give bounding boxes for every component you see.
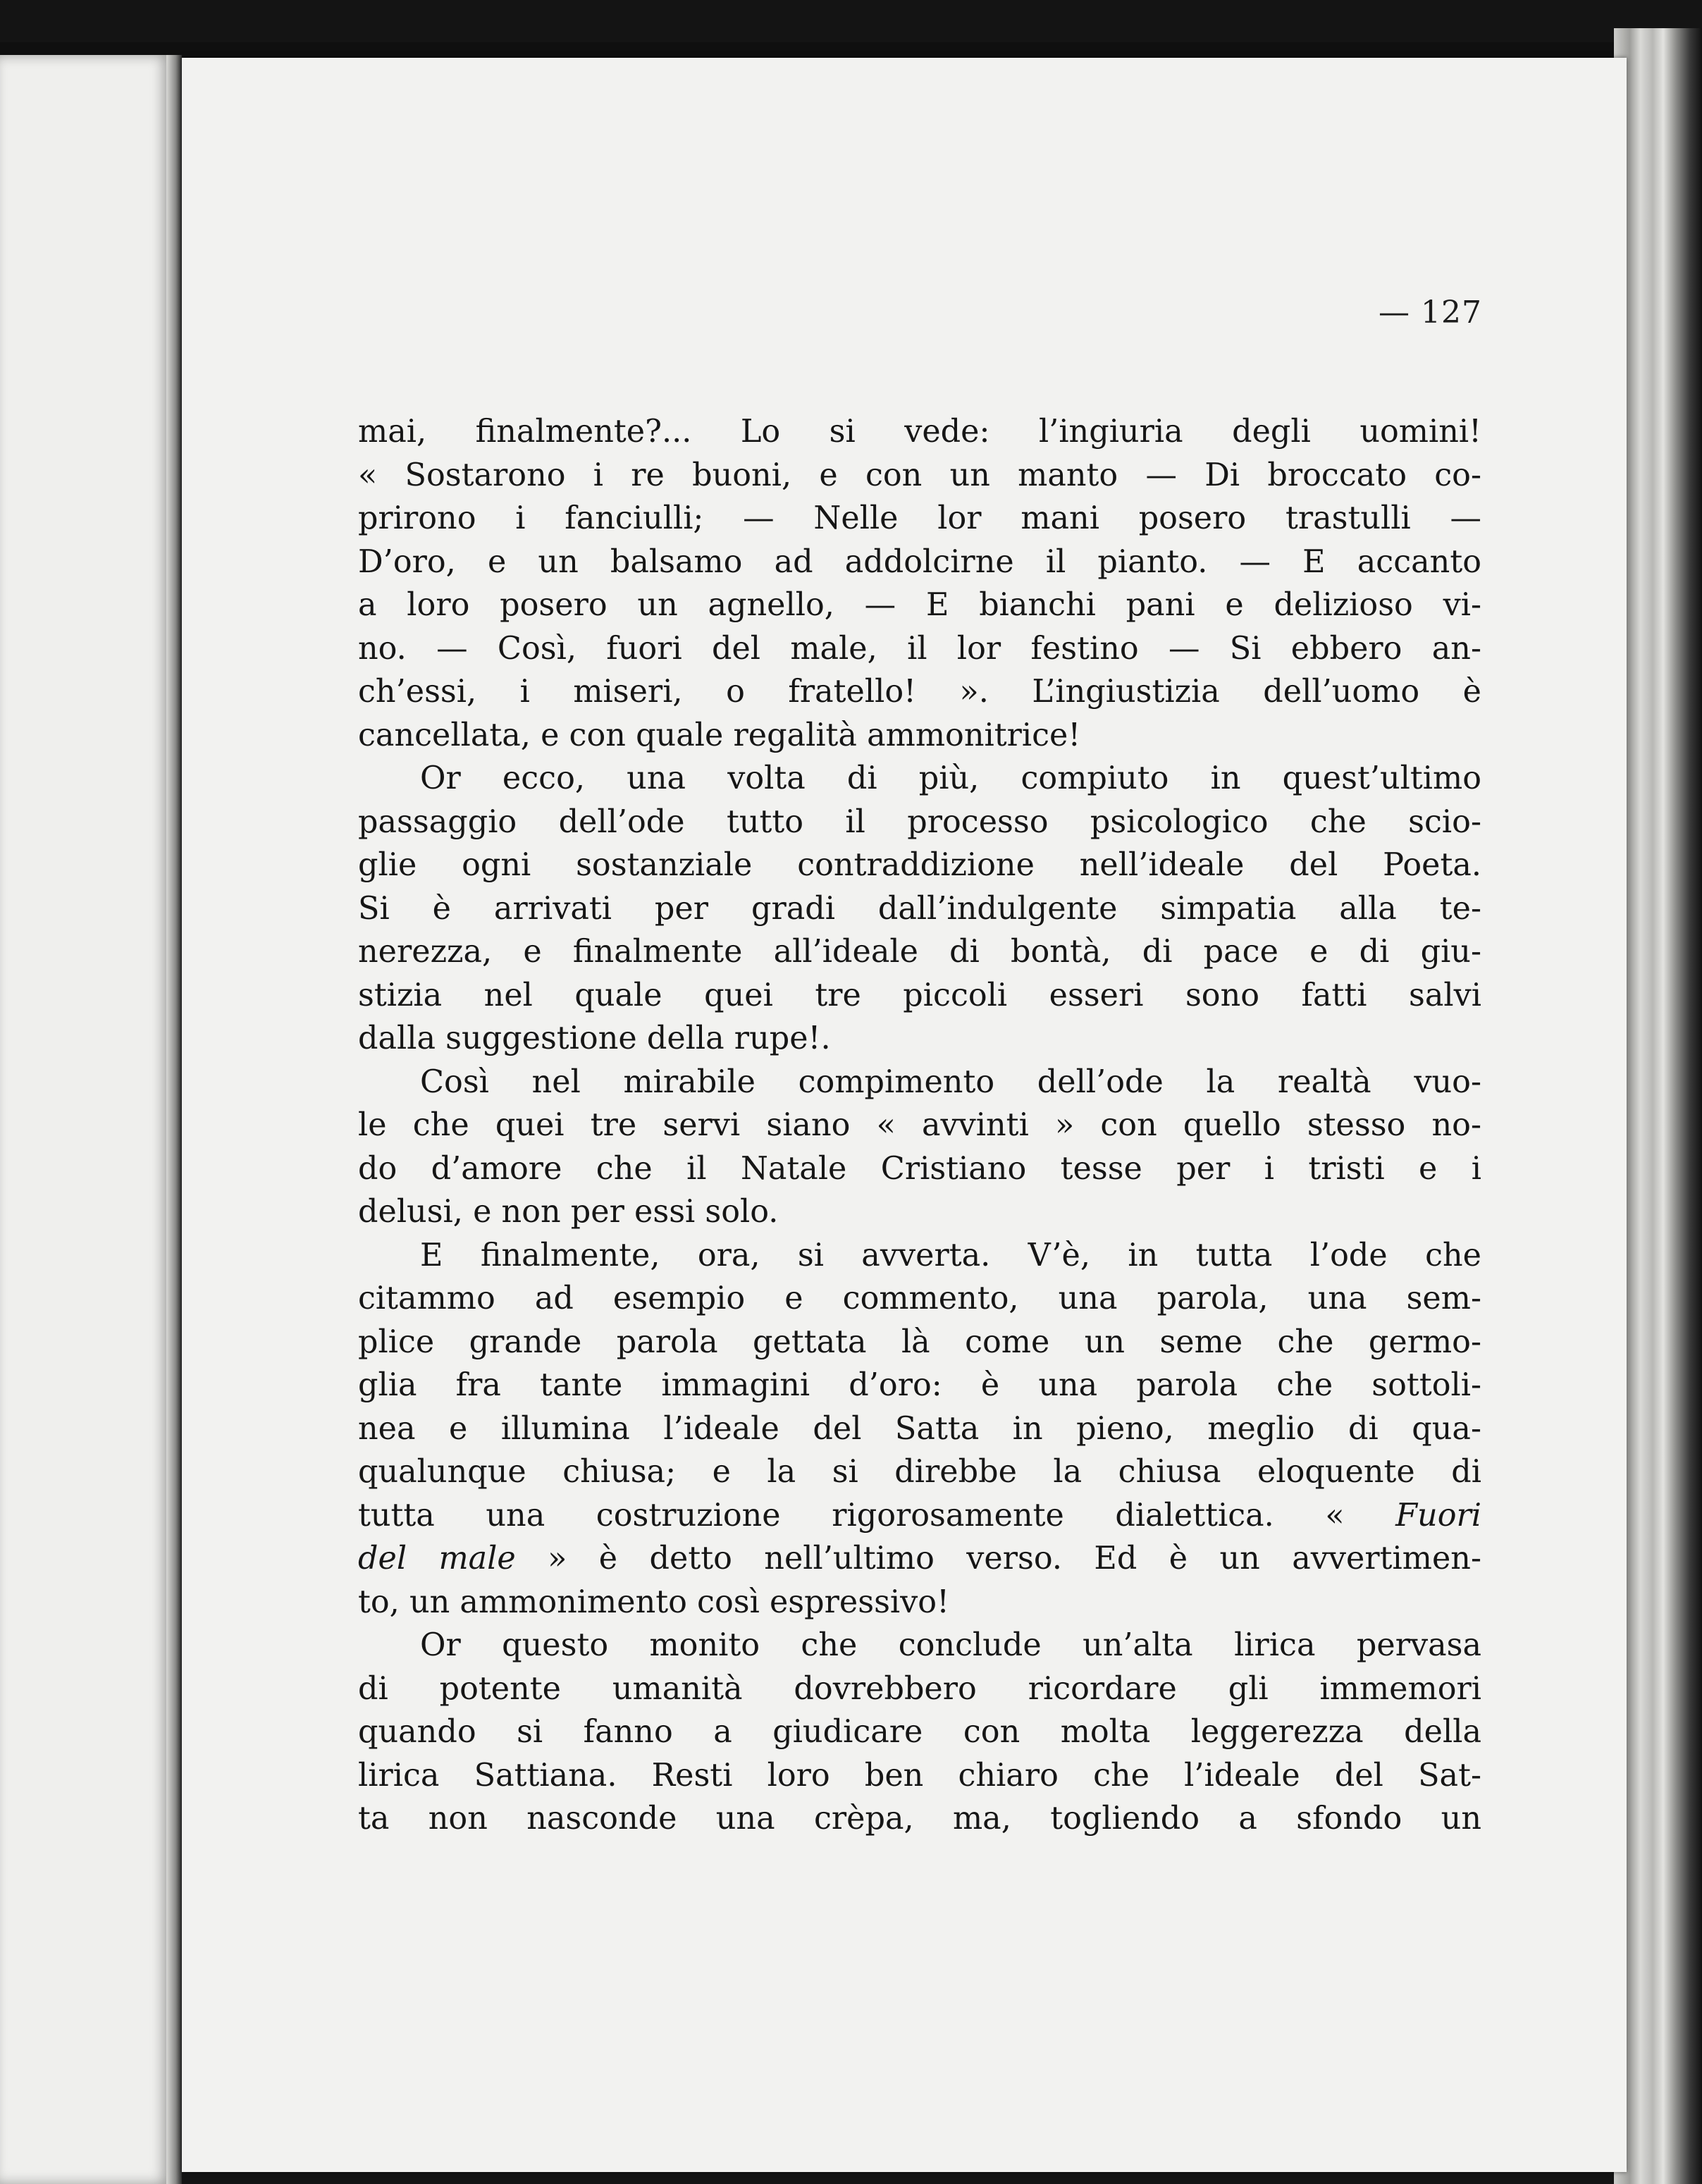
text-line: a loro posero un agnello, — E bianchi pani e delizioso vi- — [358, 587, 1481, 623]
italic-phrase: Fuori — [1395, 1497, 1481, 1534]
page-stack-edge — [1614, 28, 1702, 2184]
italic-phrase: del male — [358, 1541, 516, 1577]
text-line: glie ogni sostanziale contraddizione nell’ideale del Poeta. — [358, 847, 1481, 883]
text-line: no. — Così, fuori del male, il lor festino — Si ebbero an- — [358, 630, 1481, 667]
text-line: Or questo monito che conclude un’alta lirica pervasa — [420, 1627, 1481, 1663]
text-line: mai, finalmente?... Lo si vede: l’ingiuria degli uomini! — [358, 414, 1481, 450]
text-line: passaggio dell’ode tutto il processo psicologico che scio- — [358, 803, 1481, 840]
book-gutter — [166, 55, 182, 2184]
text-line: le che quei tre servi siano « avvinti » con quello stesso no- — [358, 1107, 1481, 1143]
text-line: qualunque chiusa; e la si direbbe la chiusa eloquente di — [358, 1454, 1481, 1490]
text-line: dalla suggestione della rupe!. — [358, 1020, 831, 1056]
text-line: lirica Sattiana. Resti loro ben chiaro che l’ideale del Sat- — [358, 1757, 1481, 1794]
text-line: do d’amore che il Natale Cristiano tesse per i tristi e i — [358, 1150, 1481, 1187]
text-line: « Sostarono i re buoni, e con un manto — Di broccato co- — [358, 457, 1481, 493]
page-number: — 127 — [1379, 295, 1482, 331]
text-line: glia fra tante immagini d’oro: è una parola che sottoli- — [358, 1367, 1481, 1403]
text-line: citammo ad esempio e commento, una parola, una sem- — [358, 1281, 1481, 1316]
text-line: nerezza, e finalmente all’ideale di bontà, di pace e di giu- — [358, 934, 1481, 970]
text-line: quando si fanno a giudicare con molta leggerezza della — [358, 1714, 1481, 1750]
text-line: E finalmente, ora, si avverta. V’è, in tutta l’ode che — [420, 1237, 1481, 1273]
text-line: to, un ammonimento così espressivo! — [358, 1584, 949, 1620]
right-page — [182, 58, 1627, 2172]
left-page — [0, 55, 169, 2184]
text-line: Si è arrivati per gradi dall’indulgente simpatia alla te- — [358, 890, 1481, 927]
text-line: cancellata, e con quale regalità ammonitrice! — [358, 717, 1081, 753]
body-text — [358, 410, 1481, 1841]
text-line: Così nel mirabile compimento dell’ode la realtà vuo- — [420, 1063, 1481, 1100]
text-line: stizia nel quale quei tre piccoli esseri sono fatti salvi — [358, 977, 1481, 1013]
text-line: delusi, e non per essi solo. — [358, 1194, 779, 1230]
text-line: ch’essi, i miseri, o fratello! ». L’ingiustizia dell’uomo è — [358, 674, 1481, 710]
text-line: Or ecco, una volta di più, compiuto in quest’ultimo — [420, 760, 1481, 796]
text-line: plice grande parola gettata là come un seme che germo- — [358, 1324, 1481, 1360]
text-line: di potente umanità dovrebbero ricordare gli immemori — [358, 1670, 1481, 1707]
text-line: D’oro, e un balsamo ad addolcirne il pianto. — E accanto — [358, 543, 1481, 580]
text-line: del male » è detto nell’ultimo verso. Ed è un avvertimen- — [358, 1541, 1481, 1577]
text-line: ta non nasconde una crèpa, ma, togliendo a sfondo un — [358, 1801, 1481, 1837]
text-line: prirono i fanciulli; — Nelle lor mani posero trastulli — — [358, 500, 1481, 536]
text-line: tutta una costruzione rigorosamente dialettica. « Fuori — [358, 1497, 1481, 1534]
text-line: nea e illumina l’ideale del Satta in pieno, meglio di qua- — [358, 1410, 1481, 1447]
